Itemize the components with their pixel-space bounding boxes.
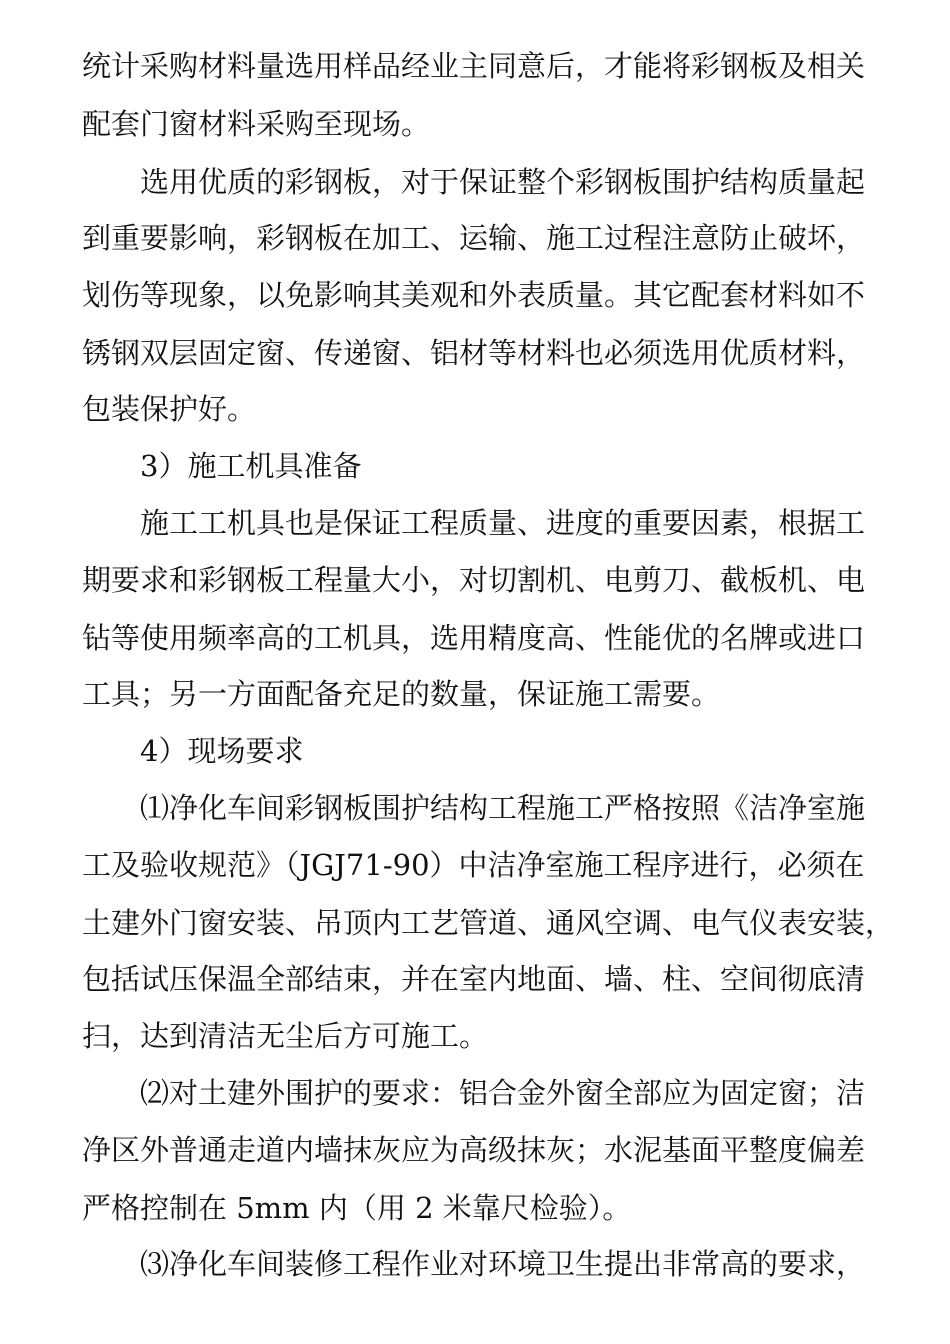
text-line: 锈钢双层固定窗、传递窗、铝材等材料也必须选用优质材料， bbox=[82, 336, 866, 370]
text-line: 统计采购材料量选用样品经业主同意后，才能将彩钢板及相关 bbox=[82, 49, 866, 83]
paragraph-start-line: 施工工机具也是保证工程质量、进度的重要因素，根据工 bbox=[82, 506, 866, 540]
section-heading: 3）施工机具准备 bbox=[82, 449, 362, 483]
text-line: 到重要影响，彩钢板在加工、运输、施工过程注意防止破坏， bbox=[82, 221, 866, 255]
text-line: 扫，达到清洁无尘后方可施工。 bbox=[82, 1019, 489, 1053]
list-item-start-line: ⑶净化车间装修工程作业对环境卫生提出非常高的要求， bbox=[82, 1247, 866, 1281]
text-line: 包装保护好。 bbox=[82, 392, 257, 426]
text-line: 净区外普通走道内墙抹灰应为高级抹灰；水泥基面平整度偏差 bbox=[82, 1133, 866, 1167]
list-item-start-line: ⑴净化车间彩钢板围护结构工程施工严格按照《洁净室施 bbox=[82, 791, 866, 825]
list-item-start-line: ⑵对土建外围护的要求：铝合金外窗全部应为固定窗；洁 bbox=[82, 1076, 866, 1110]
text-line: 钻等使用频率高的工机具，选用精度高、性能优的名牌或进口 bbox=[82, 621, 866, 655]
text-line: 严格控制在 5mm 内（用 2 米靠尺检验）。 bbox=[82, 1191, 632, 1225]
text-line: 划伤等现象，以免影响其美观和外表质量。其它配套材料如不 bbox=[82, 278, 866, 312]
text-line: 土建外门窗安装、吊顶内工艺管道、通风空调、电气仪表安装， bbox=[82, 906, 895, 940]
text-line: 期要求和彩钢板工程量大小，对切割机、电剪刀、截板机、电 bbox=[82, 563, 866, 597]
text-line: 工具；另一方面配备充足的数量，保证施工需要。 bbox=[82, 677, 721, 711]
text-line: 包括试压保温全部结束，并在室内地面、墙、柱、空间彻底清 bbox=[82, 962, 866, 996]
section-heading: 4）现场要求 bbox=[82, 734, 304, 768]
text-line: 工及验收规范》（JGJ71-90）中洁净室施工程序进行，必须在 bbox=[82, 848, 865, 882]
text-line: 配套门窗材料采购至现场。 bbox=[82, 107, 431, 141]
paragraph-start-line: 选用优质的彩钢板，对于保证整个彩钢板围护结构质量起 bbox=[82, 165, 866, 199]
